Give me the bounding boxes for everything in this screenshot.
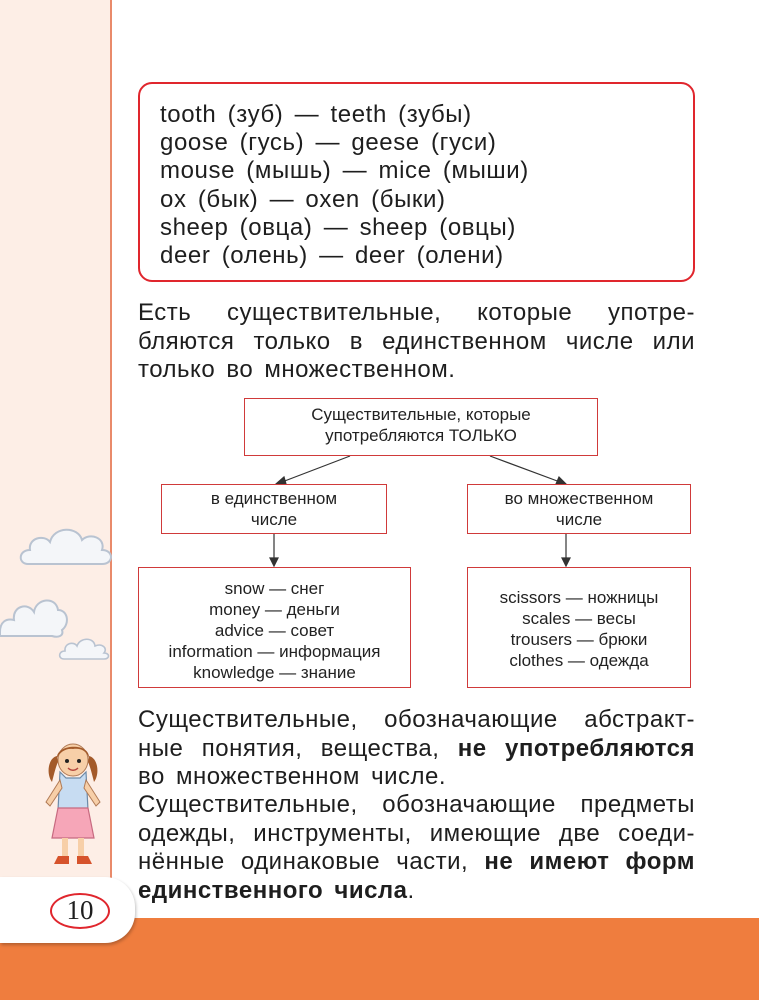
diagram-plural-label: числе [555,510,603,529]
diagram-singular-box [161,484,387,534]
diagram-plural-label: во множественном [504,489,654,508]
diagram-singular-examples [138,567,411,688]
paragraph-line [138,735,695,764]
diagram-plural-box [467,484,691,534]
word-pair: ox (бык) — oxen (быки) [160,185,446,213]
singular-example: knowledge — знание [193,663,356,682]
diagram-singular-label: числе [250,510,298,529]
paragraph-text: нённые одинаковые части, [138,848,469,875]
diagram-root-text: употребляются ТОЛЬКО [325,426,517,445]
paragraph-line: бляются только в единственном числе или [138,327,695,355]
diagram-root-box [244,398,598,456]
emphasis-text: не имеют форм [484,848,695,875]
plural-example: scales — весы [522,609,636,628]
word-pair: tooth (зуб) — teeth (зубы) [160,101,472,128]
singular-example: information — информация [168,642,381,661]
word-pair: deer (олень) — deer (олени) [160,242,504,270]
singular-example: snow — снег [224,579,325,598]
rule-abstract-paragraph [138,706,695,792]
paragraph-line: Существительные, обозначающие предметы [138,791,695,818]
paragraph-line: Есть существительные, которые употре- [138,299,695,326]
paragraph-text: ные понятия, вещества, [138,734,440,762]
paragraph-line: только во множественном. [138,356,456,383]
word-pair: mouse (мышь) — mice (мыши) [160,157,529,185]
paragraph-line: одежды, инструменты, имеющие две соеди- [138,819,695,847]
singular-example: money — деньги [209,600,340,619]
paragraph-line: во множественном числе. [138,763,447,790]
plural-example: clothes — одежда [509,651,649,670]
diagram-singular-label: в единственном [210,489,338,508]
diagram-root-text: Существительные, которые [311,405,531,424]
singular-example: advice — совет [214,621,335,640]
paragraph-line: Существительные, обозначающие абстракт- [138,706,695,733]
rule-clothes-paragraph [138,791,695,905]
emphasis-text: единственного числа [138,876,408,904]
plural-example: trousers — брюки [510,630,648,649]
paragraph-text: . [407,876,415,904]
paragraph-line [138,848,695,877]
word-pair: sheep (овца) — sheep (овцы) [160,213,516,241]
diagram-plural-examples [467,567,691,688]
page-number: 10 [50,893,110,929]
paragraph-line [138,877,695,906]
word-pair: goose (гусь) — geese (гуси) [160,129,497,157]
emphasis-text: не употребляются [457,734,695,762]
plural-example: scissors — ножницы [499,588,659,607]
